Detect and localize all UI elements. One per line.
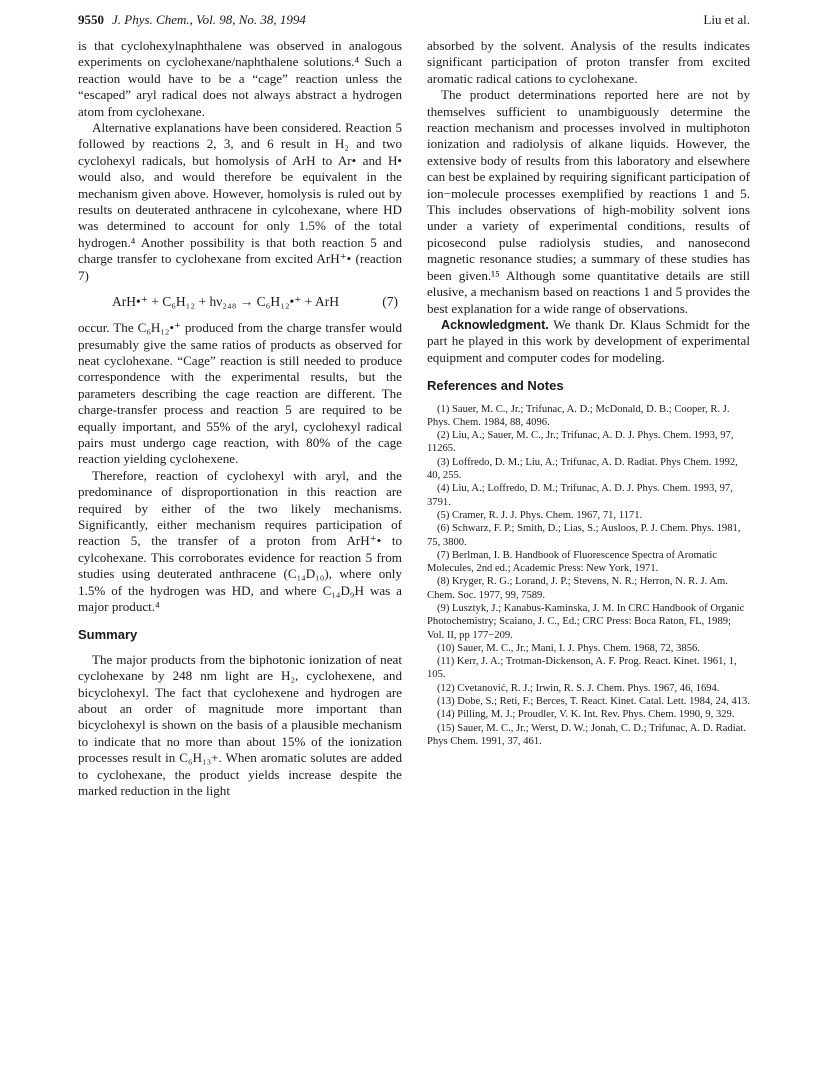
paragraph: The major products from the biphotonic ionization of neat cyclohexane by 248 nm light are H₂, cyclohexene, and bicyclohexyl. The fact that cyclohexene and hydrogen are about an order of magnitude more important than bicyclohexyl is shown on the basis of a plausible mechanism to indicate that no more than about 15% of the ionization processes result in C₆H₁₃+. When aromatic solutes are added to cyclohexane, the product yields increase despite the marked reduction in the light (78, 651, 402, 799)
reference-item: (6) Schwarz, F. P.; Smith, D.; Lias, S.; Ausloos, P. J. Chem. Phys. 1981, 75, 3800. (427, 523, 741, 548)
paragraph: The product determinations reported here are not by themselves sufficient to unambiguously determine the reaction mechanism and processes involved in multiphoton ionization and radiolysis of alkane liquids. However, the extensive body of results from this laboratory and elsewhere can best be explained by requiring significant participation of ion−molecule processes exemplified by reactions 1 and 5. This includes observations of high-mobility solvent ions under a variety of experimental conditions, results of picosecond pulse radiolysis studies, and nanosecond magnetic resonance studies; a summary of these studies has been given.¹⁵ Although some quantitative details are still elusive, a mechanism based on reactions 1 and 5 provides the best explanation for a wide range of observations. (427, 87, 750, 316)
left-column (78, 38, 402, 799)
page-number: 9550 (78, 12, 104, 27)
section-heading-summary: Summary (78, 627, 138, 643)
reference-item: (10) Sauer, M. C., Jr.; Mani, I. J. Phys. Chem. 1968, 72, 3856. (437, 642, 700, 654)
section-heading-references: References and Notes (427, 378, 564, 394)
right-column (427, 38, 750, 748)
paragraph: absorbed by the solvent. Analysis of the results indicates significant participation of proton transfer from excited aromatic radical cations to cyclohexane. (427, 38, 750, 86)
reference-item: (13) Dobe, S.; Reti, F.; Berces, T. React. Kinet. Catal. Lett. 1984, 24, 413. (437, 696, 750, 708)
reference-item: (14) Pilling, M. J.; Proudler, V. K. Int. Rev. Phys. Chem. 1990, 9, 329. (437, 709, 735, 721)
equation-formula: ArH•⁺ + C₆H₁₂ + hν₂₄₈ → C₆H₁₂•⁺ + ArH (112, 294, 340, 310)
reference-item: (12) Cvetanović, R. J.; Irwin, R. S. J. Chem. Phys. 1967, 46, 1694. (437, 682, 720, 694)
running-header (78, 12, 750, 32)
paragraph: Alternative explanations have been considered. Reaction 5 followed by reactions 2, 3, and 6 result in H₂ and two cyclohexyl radicals, but homolysis of ArH to Ar• and H• would also, and would therefore be equivalent in the mechanism given above. However, homolysis is ruled out by results on deuterated anthracene in cylcohexane, where HD was determined to account for only 1.5% of the total hydrogen.⁴ Another possibility is that both reaction 5 and charge transfer to cyclohexane from excited ArH⁺• (reaction 7) (78, 120, 402, 283)
running-authors: Liu et al. (703, 12, 750, 27)
paragraph: Therefore, reaction of cyclohexyl with aryl, and the predominance of disproportionation in this reaction are required by either of the two likely mechanisms. Significantly, either mechanism requires participation of reaction 5, the transfer of a proton from ArH⁺• to cylcohexane. This corroborates evidence for reaction 5 from studies using deuterated anthracene (C₁₄D₁₀), where only 1.5% of the hydrogen was HD, and where C₁₄D₉H was a major product.⁴ (78, 467, 402, 614)
acknowledgment-label: Acknowledgment. (441, 317, 549, 332)
paragraph: is that cyclohexylnaphthalene was observed in analogous experiments on cyclohexane/naphthalene solutions.⁴ Such a reaction would have to be a “cage” reaction unless the “escaped” aryl radical does not always abstract a hydrogen atom from cyclohexane. (78, 38, 402, 119)
journal-citation (78, 12, 306, 28)
journal-name: J. Phys. Chem., Vol. 98, No. 38, 1994 (112, 12, 306, 27)
reference-list (427, 403, 750, 749)
reference-item: (3) Loffredo, D. M.; Liu, A.; Trifunac, A. D. Radiat. Phys Chem. 1992, 40, 255. (427, 456, 738, 482)
reference-item: (5) Cramer, R. J. J. Phys. Chem. 1967, 71, 1171. (437, 509, 643, 521)
reference-item: (7) Berlman, I. B. Handbook of Fluorescence Spectra of Aromatic Molecules, 2nd ed.; Academic Press: New York, 1971. (427, 549, 718, 575)
reference-item: (2) Liu, A.; Sauer, M. C., Jr.; Trifunac, A. D. J. Phys. Chem. 1993, 97, 11265. (427, 430, 734, 455)
acknowledgment-text: We thank Dr. Klaus Schmidt for the part he played in this work by development of experimental equipment and computer codes for modeling. (427, 316, 750, 365)
reference-item: (4) Liu, A.; Loffredo, D. M.; Trifunac, A. D. J. Phys. Chem. 1993, 97, 3791. (427, 483, 733, 508)
reference-item: (8) Kryger, R. G.; Lorand, J. P.; Stevens, N. R.; Herron, N. R. J. Am. Chem. Soc. 1977, 99, 7589. (427, 576, 728, 601)
reference-item: (9) Lusztyk, J.; Kanabus-Kaminska, J. M. In CRC Handbook of Organic Photochemistry; Scaiano, J. C., Ed.; CRC Press: Boca Raton, FL, 1989; Vol. II, pp 177−209. (427, 602, 745, 641)
reference-item: (1) Sauer, M. C., Jr.; Trifunac, A. D.; McDonald, D. B.; Cooper, R. J. Phys. Chem. 1984, 88, 4096. (427, 403, 730, 428)
paragraph: occur. The C₆H₁₂•⁺ produced from the charge transfer would presumably give the same ratios of products as observed for neat cyclohexane. “Cage” reaction is still needed to produce correspondence with the experimental results, but the parameters describing the cage reaction are different. The charge-transfer process and reaction 5 are required to be equally important, and 55% of the aryl, cyclohexyl radical pairs must undergo cage reaction, with 80% of the cage reaction yielding cyclohexene. (78, 320, 402, 467)
reference-item: (15) Sauer, M. C., Jr.; Werst, D. W.; Jonah, C. D.; Trifunac, A. D. Radiat. Phys Chem. 1991, 37, 461. (427, 722, 746, 747)
reference-item: (11) Kerr, J. A.; Trotman-Dickenson, A. F. Prog. React. Kinet. 1961, 1, 105. (427, 656, 737, 681)
equation-7 (78, 288, 402, 318)
equation-number: (7) (382, 294, 398, 310)
acknowledgment (427, 317, 750, 366)
